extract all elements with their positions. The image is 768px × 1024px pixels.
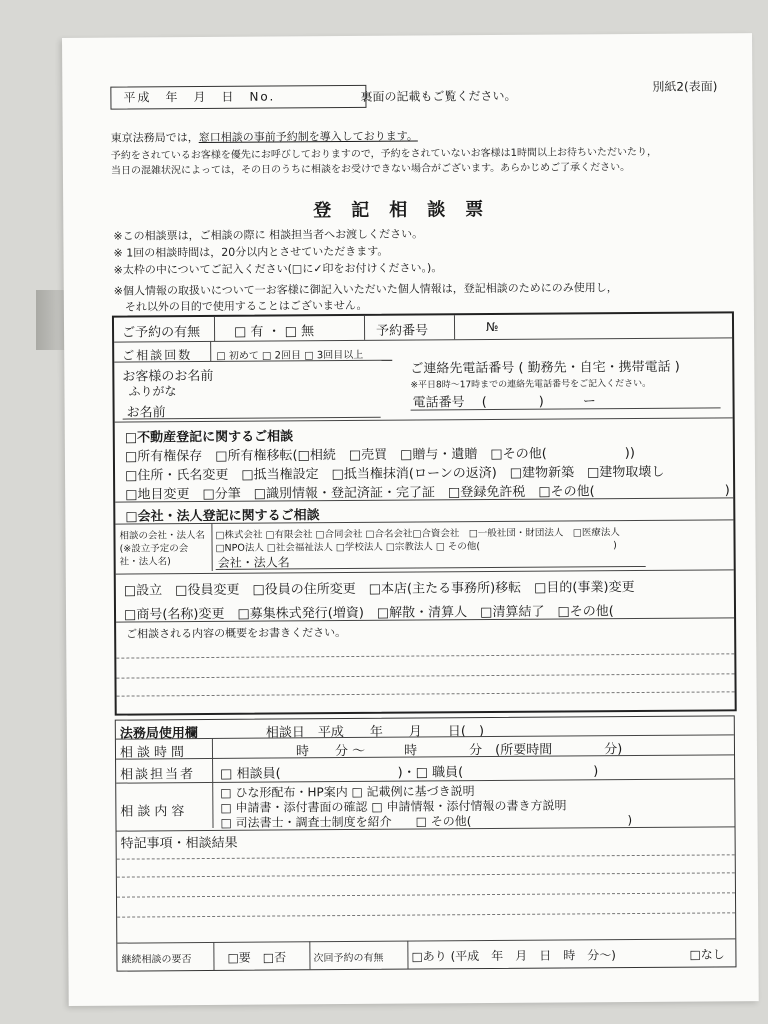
intro-line-1 xyxy=(111,128,418,146)
corporate-name-label xyxy=(119,529,205,569)
staff-label: 相談担当者 xyxy=(120,767,196,783)
corporate-type-row-1[interactable]: □株式会社 □有限会社 □合同会社 □合名会社□合資会社 □一般社団・財団法人 □医療法人 xyxy=(215,527,620,541)
consultation-count-label: ご相談回数 xyxy=(122,348,193,363)
corporate-name-label-line-3: 社・法人名) xyxy=(119,556,171,568)
staff-field[interactable]: □ 相談員( )・□ 職員( ) xyxy=(220,764,599,782)
continue-checkboxes[interactable]: □要 □否 xyxy=(227,950,287,965)
content-row-2[interactable]: □ 申請書・添付書面の確認 □ 申請情報・添付情報の書き方説明 xyxy=(220,798,567,815)
reservation-number-field[interactable]: № xyxy=(485,319,499,335)
intro-office: 東京法務局では， xyxy=(110,131,199,145)
note-2: ※ 1回の相談時間は，20分以内とさせていただきます。 xyxy=(113,244,389,260)
realestate-options-row-2[interactable]: □住所・氏名変更 □抵当権設定 □抵当権抹消(ローンの返済) □建物新築 □建物取壊し xyxy=(125,464,665,484)
corporate-options-row-1[interactable]: □設立 □役員変更 □役員の住所変更 □本店(主たる事務所)移転 □目的(事業)変更 xyxy=(123,580,635,599)
back-side-note: 裏面の記載もご覧ください。 xyxy=(360,88,517,104)
customer-entry-section xyxy=(112,311,737,715)
remarks-label: 特記事項・相談結果 xyxy=(120,835,238,852)
note-4: ※個人情報の取扱いについて一お客様に御記入いただいた個人情報は，登記相談のためにのみ使用し， xyxy=(113,281,618,298)
corporate-type-row-2[interactable]: □NPO法人 □社会福祉法人 □学校法人 □宗教法人 □ その他( ) xyxy=(215,540,617,554)
next-reservation-label: 次回予約の有無 xyxy=(313,952,384,965)
note-5: それ以外の目的で使用することはございません。 xyxy=(113,298,368,314)
corporate-name-label-line-2: (※設立予定の会 xyxy=(119,543,189,555)
corporate-name-field[interactable]: 会社・法人名 xyxy=(217,555,290,570)
intro-reservation-notice: 窓口相談の事前予約制を導入しております。 xyxy=(198,129,418,145)
continue-label: 継続相談の要否 xyxy=(121,954,192,966)
customer-name-label: お客様のお名前 xyxy=(122,368,214,385)
contact-phone-note: ※平日8時～17時までの連絡先電話番号をご記入ください。 xyxy=(410,378,652,391)
furigana-field[interactable]: ふりがな xyxy=(128,384,177,399)
consultation-count-checkboxes[interactable]: □ 初めて □ 2回目 □ 3回目以上 xyxy=(216,349,364,362)
summary-label: ご相談される内容の概要をお書きください。 xyxy=(126,626,347,641)
realestate-options-row-3[interactable]: □地目変更 □分筆 □識別情報・登記済証・完了証 □登録免許税 □その他( ) xyxy=(125,483,730,503)
date-number-box[interactable]: 平成 年 月 日 No. xyxy=(110,85,366,110)
phone-number-field[interactable]: 電話番号 ( ) ー xyxy=(412,394,596,411)
reservation-number-label: 予約番号 xyxy=(376,323,429,339)
content-row-3[interactable]: □ 司法書士・調査士制度を紹介 □ その他( ) xyxy=(220,813,633,830)
realestate-section-title[interactable]: □不動産登記に関するご相談 xyxy=(124,429,294,446)
consultation-form-sheet xyxy=(62,33,759,1006)
corporate-section-title[interactable]: □会社・法人登記に関するご相談 xyxy=(125,508,320,525)
next-reservation-field[interactable]: □あり (平成 年 月 日 時 分～) xyxy=(411,948,616,964)
attachment-label: 別紙2(表面) xyxy=(652,79,718,94)
note-3: ※太枠の中についてご記入ください(□に✓印をお付けください。)。 xyxy=(113,261,443,277)
office-use-title: 法務局使用欄 xyxy=(119,726,198,742)
name-field[interactable]: お名前 xyxy=(126,405,166,421)
summary-writing-area[interactable] xyxy=(116,633,735,713)
time-label: 相談時間 xyxy=(119,745,189,761)
office-use-section xyxy=(115,715,737,971)
consultation-date[interactable]: 相談日 平成 年 月 日( ) xyxy=(265,724,485,741)
realestate-options-row-1[interactable]: □所有権保存 □所有権移転(□相続 □売買 □贈与・遺贈 □その他( )) xyxy=(124,446,635,465)
remarks-writing-area[interactable] xyxy=(117,842,736,942)
intro-line-3: 当日の混雑状況によっては，その日のうちに相談をお受けできない場合がございます。あらかじめご了承ください。 xyxy=(110,162,631,177)
content-row-1[interactable]: □ ひな形配布・HP案内 □ 記載例に基づき説明 xyxy=(220,784,475,800)
form-title: 登記相談票 xyxy=(313,198,504,222)
note-1: ※この相談票は，ご相談の際に 相談担当者へお渡しください。 xyxy=(113,227,424,243)
content-label: 相談内容 xyxy=(120,804,189,820)
intro-line-2: 予約をされているお客様を優先にお呼びしておりますので，予約をされていないお客様は1時間以上お待ちいただいたり， xyxy=(110,146,658,162)
corporate-name-label-line-1: 相談の会社・法人名 xyxy=(119,530,206,542)
reservation-label: ご予約の有無 xyxy=(122,325,201,341)
no-next-reservation-checkbox[interactable]: □なし xyxy=(689,947,725,962)
consultation-time-field[interactable]: 時 分 ～ 時 分 (所要時間 分) xyxy=(295,742,623,760)
background-object xyxy=(36,290,66,350)
corporate-options-row-2[interactable]: □商号(名称)変更 □募集株式発行(増資) □解散・清算人 □清算結了 □その他( xyxy=(123,604,614,623)
contact-phone-label: ご連絡先電話番号 ( 勤務先・自宅・携帯電話 ) xyxy=(410,359,680,377)
reservation-checkboxes[interactable]: □ 有 ・ □ 無 xyxy=(234,324,315,340)
